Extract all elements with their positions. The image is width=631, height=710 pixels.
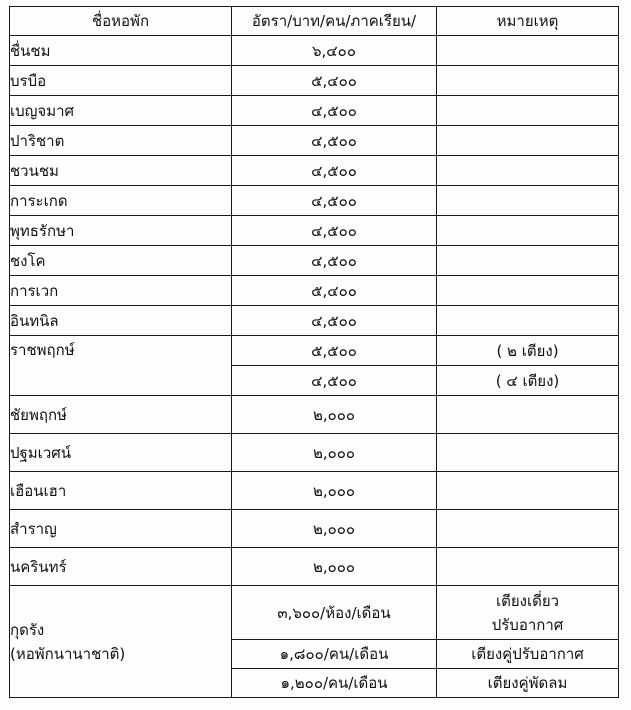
dorm-name-cell: เฮือนเฮา <box>10 472 232 510</box>
note-cell <box>437 434 619 472</box>
rate-cell: ๔,๕๐๐ <box>232 186 437 216</box>
table-row <box>10 548 619 586</box>
table-row <box>10 66 619 96</box>
dorm-name-cell: ชงโค <box>10 246 232 276</box>
note-cell <box>437 306 619 336</box>
rate-cell: ๔,๕๐๐ <box>232 126 437 156</box>
note-line: ปรับอากาศ <box>491 615 564 634</box>
rate-cell: ๒,๐๐๐ <box>232 396 437 434</box>
table-row <box>10 246 619 276</box>
table-row <box>10 96 619 126</box>
rate-cell: ๖,๔๐๐ <box>232 36 437 66</box>
note-cell <box>437 586 619 640</box>
note-cell <box>437 156 619 186</box>
table-row <box>10 186 619 216</box>
note-cell <box>437 66 619 96</box>
dorm-name-subline: (หอพักนานาชาติ) <box>10 644 126 663</box>
header-row <box>10 7 619 36</box>
rate-cell: ๒,๐๐๐ <box>232 472 437 510</box>
note-cell: ( ๔ เตียง) <box>437 366 619 396</box>
rate-cell: ๒,๐๐๐ <box>232 548 437 586</box>
note-line: เตียงเดี่ยว <box>495 591 560 610</box>
table-row <box>10 336 619 366</box>
note-cell: ( ๒ เตียง) <box>437 336 619 366</box>
dorm-name-cell: ปฐมเวศน์ <box>10 434 232 472</box>
note-cell <box>437 36 619 66</box>
table-row <box>10 472 619 510</box>
rate-cell: ๔,๕๐๐ <box>232 156 437 186</box>
table-row <box>10 216 619 246</box>
note-cell <box>437 276 619 306</box>
dorm-name-cell: ราชพฤกษ์ <box>10 336 232 396</box>
dorm-name-cell: อินทนิล <box>10 306 232 336</box>
dorm-name-cell: การเวก <box>10 276 232 306</box>
table-row <box>10 434 619 472</box>
rate-cell: ๑,๘๐๐/คน/เดือน <box>232 640 437 669</box>
note-cell: เตียงคู่พัดลม <box>437 669 619 698</box>
dorm-name-cell: ชื่นชม <box>10 36 232 66</box>
dorm-name-cell: บรบือ <box>10 66 232 96</box>
rate-cell: ๕,๔๐๐ <box>232 66 437 96</box>
dorm-name-cell: นครินทร์ <box>10 548 232 586</box>
table-row <box>10 126 619 156</box>
rate-cell: ๒,๐๐๐ <box>232 434 437 472</box>
table-row <box>10 510 619 548</box>
dorm-name-cell <box>10 586 232 698</box>
dorm-name-line: กุดรัง <box>10 620 45 639</box>
table-row <box>10 306 619 336</box>
note-cell <box>437 246 619 276</box>
rate-cell: ๕,๔๐๐ <box>232 276 437 306</box>
note-cell <box>437 186 619 216</box>
rate-cell: ๒,๐๐๐ <box>232 510 437 548</box>
note-cell <box>437 96 619 126</box>
table-row <box>10 276 619 306</box>
rate-cell: ๓,๖๐๐/ห้อง/เดือน <box>232 586 437 640</box>
rate-cell: ๔,๕๐๐ <box>232 306 437 336</box>
header-cell-rate: อัตรา/บาท/คน/ภาคเรียน/ <box>232 7 437 36</box>
note-cell: เตียงคู่ปรับอากาศ <box>437 640 619 669</box>
rate-cell: ๔,๕๐๐ <box>232 246 437 276</box>
table-row <box>10 586 619 640</box>
dorm-name-cell: ปาริชาต <box>10 126 232 156</box>
rate-cell: ๑,๒๐๐/คน/เดือน <box>232 669 437 698</box>
note-cell <box>437 548 619 586</box>
rate-cell: ๕,๕๐๐ <box>232 336 437 366</box>
rate-cell: ๔,๕๐๐ <box>232 366 437 396</box>
note-cell <box>437 216 619 246</box>
dorm-name-cell: พุทธรักษา <box>10 216 232 246</box>
note-cell <box>437 126 619 156</box>
rate-cell: ๔,๕๐๐ <box>232 96 437 126</box>
note-cell <box>437 510 619 548</box>
rate-cell: ๔,๕๐๐ <box>232 216 437 246</box>
dorm-name-cell: ชัยพฤกษ์ <box>10 396 232 434</box>
table-row <box>10 156 619 186</box>
dorm-name-cell: เบญจมาศ <box>10 96 232 126</box>
note-cell <box>437 396 619 434</box>
note-cell <box>437 472 619 510</box>
table-row <box>10 396 619 434</box>
dorm-name-cell: การะเกด <box>10 186 232 216</box>
header-cell-name: ชื่อหอพัก <box>10 7 232 36</box>
header-cell-note: หมายเหตุ <box>437 7 619 36</box>
dorm-name-cell: ชวนชม <box>10 156 232 186</box>
table-row <box>10 36 619 66</box>
document-table <box>9 6 619 698</box>
dorm-name-cell: สำราญ <box>10 510 232 548</box>
